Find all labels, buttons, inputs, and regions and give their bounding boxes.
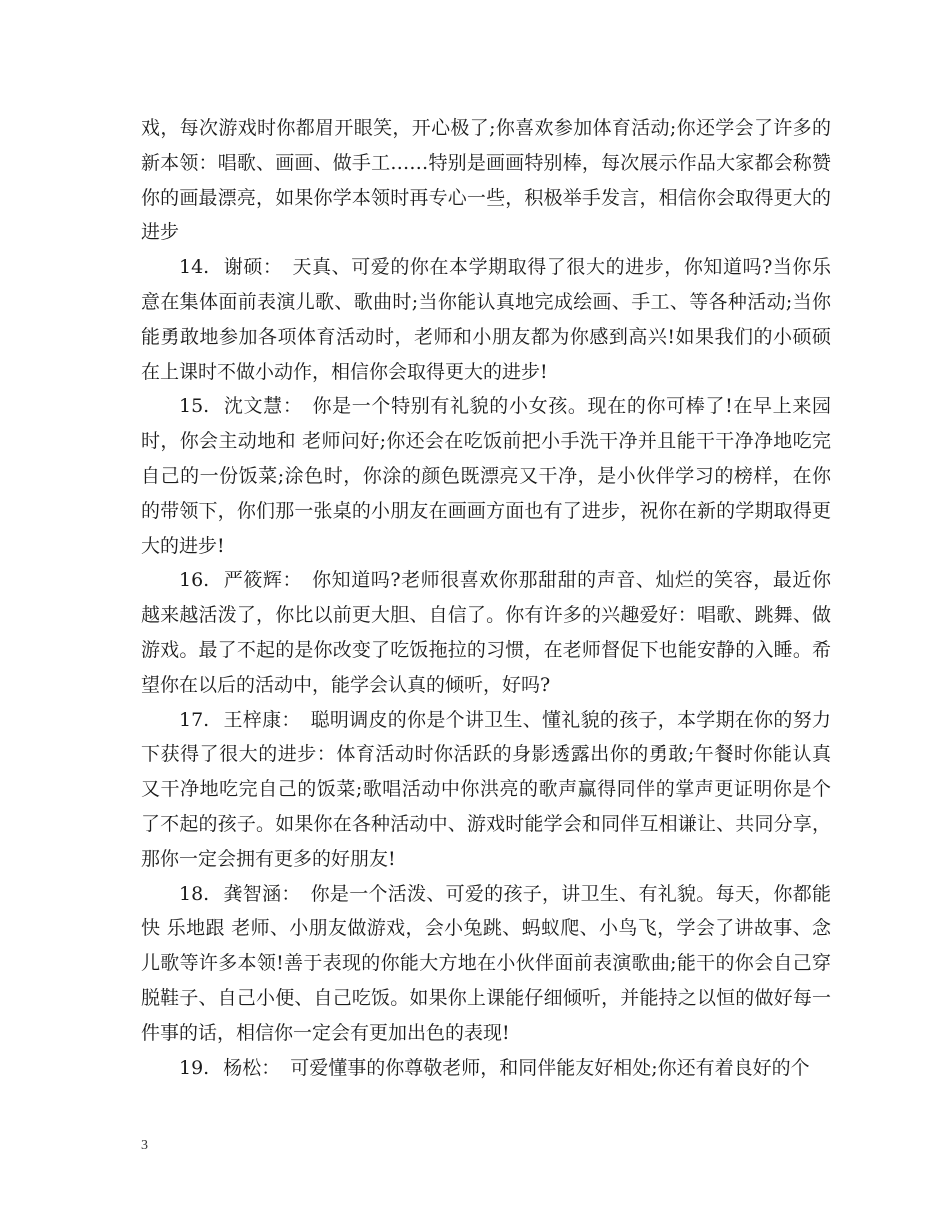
comment-entry-14 [141, 250, 831, 389]
entry-text: 天真、可爱的你在本学期取得了很大的进步，你知道吗?当你乐意在集体面前表演儿歌、歌曲时;当你能认真地完成绘画、手工、等各种活动;当你能勇敢地参加各项体育活动时，老师和小朋友都为你感到高兴!如果我们的小硕硕在上课时不做小动作，相信你会取得更大的进步! [141, 256, 831, 383]
entry-number: 19. [179, 1056, 210, 1079]
student-name: 龚智涵： [223, 882, 301, 905]
student-name: 严筱辉： [223, 569, 303, 592]
entry-text: 你是一个特别有礼貌的小女孩。现在的你可棒了!在早上来园时，你会主动地和 老师问好;你还会在吃饭前把小手洗干净并且能干干净净地吃完自己的一份饭菜;涂色时，你涂的颜色既漂亮又干净，是小伙伴学习的榜样，在你的带领下，你们那一张桌的小朋友在画画方面也有了进步，祝你在新的学期取得更大的进步! [141, 395, 831, 557]
page-number: 3 [141, 1138, 148, 1153]
comment-entry-17 [141, 703, 831, 877]
comment-entry-19 [141, 1051, 831, 1086]
entry-text: 你知道吗?老师很喜欢你那甜甜的声音、灿烂的笑容，最近你越来越活泼了，你比以前更大胆、自信了。你有许多的兴趣爱好：唱歌、跳舞、做游戏。最了不起的是你改变了吃饭拖拉的习惯，在老师督促下也能安静的入睡。希望你在以后的活动中，能学会认真的倾听，好吗? [141, 569, 831, 696]
student-name: 王梓康： [223, 708, 301, 731]
comment-entry-18 [141, 877, 831, 1051]
entry-text: 可爱懂事的你尊敬老师，和同伴能友好相处;你还有着良好的个 [290, 1056, 810, 1079]
entry-number: 14. [179, 256, 210, 279]
entry-text: 聪明调皮的你是个讲卫生、懂礼貌的孩子，本学期在你的努力下获得了很大的进步：体育活动时你活跃的身影透露出你的勇敢;午餐时你能认真又干净地吃完自己的饭菜;歌唱活动中你洪亮的歌声赢得同伴的掌声更证明你是个了不起的孩子。如果你在各种活动中、游戏时能学会和同伴互相谦让、共同分享，那你一定会拥有更多的好朋友! [141, 708, 831, 870]
student-name: 谢硕： [223, 256, 283, 279]
entry-number: 18. [179, 882, 210, 905]
student-name: 杨松： [223, 1056, 281, 1079]
entry-number: 16. [179, 569, 210, 592]
entry-number: 17. [179, 708, 210, 731]
continuation-paragraph: 戏，每次游戏时你都眉开眼笑，开心极了;你喜欢参加体育活动;你还学会了许多的新本领：唱歌、画画、做手工……特别是画画特别棒，每次展示作品大家都会称赞你的画最漂亮，如果你学本领时再专心一些，积极举手发言，相信你会取得更大的进步 [141, 117, 831, 244]
comment-entry-16 [141, 563, 831, 702]
student-name: 沈文慧： [223, 395, 303, 418]
comment-entry-15 [141, 389, 831, 563]
entry-text: 你是一个活泼、可爱的孩子，讲卫生、有礼貌。每天，你都能快 乐地跟 老师、小朋友做游戏，会小兔跳、蚂蚁爬、小鸟飞，学会了讲故事、念儿歌等许多本领!善于表现的你能大方地在小伙伴面前表演歌曲;能干的你会自己穿脱鞋子、自己小便、自己吃饭。如果你上课能仔细倾听，并能持之以恒的做好每一件事的话，相信你一定会有更加出色的表现! [141, 882, 831, 1044]
entry-number: 15. [179, 395, 210, 418]
document-body [141, 111, 831, 1085]
